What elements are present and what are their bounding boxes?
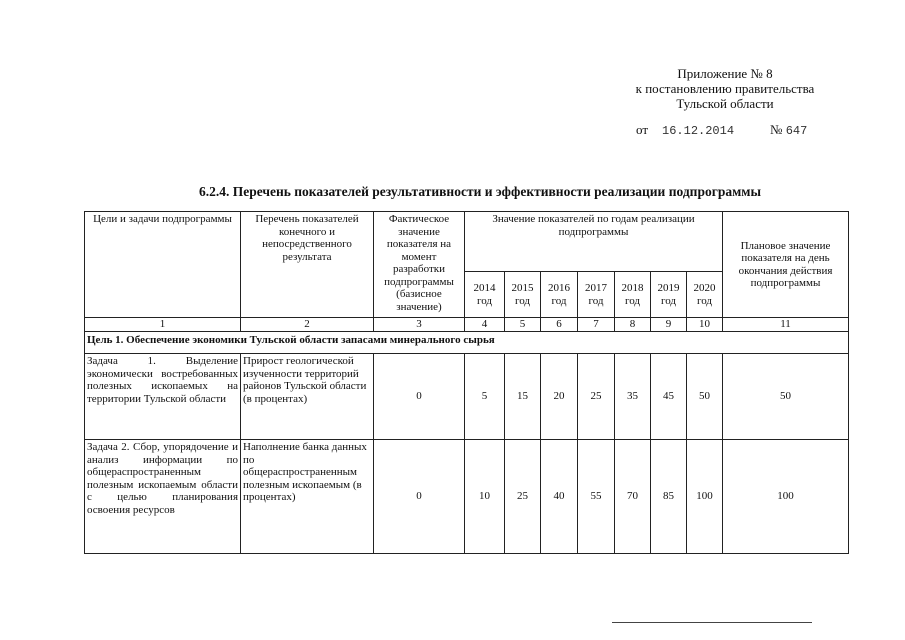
column-number: 1: [85, 318, 241, 332]
header-year-2015: 2015 год: [505, 272, 541, 318]
header-year-2019: 2019 год: [651, 272, 687, 318]
value-2019: 85: [651, 440, 687, 554]
column-number: 4: [465, 318, 505, 332]
column-number-row: [85, 318, 849, 332]
goal-1: Цель 1. Обеспечение экономики Тульской области запасами минерального сырья: [85, 332, 849, 354]
header-year-2016: 2016 год: [541, 272, 578, 318]
header-planned-value: Плановое значение показателя на день окончания действия подпрограммы: [723, 212, 849, 318]
header-goals: Цели и задачи подпрограммы: [85, 212, 241, 318]
footer-rule: [612, 622, 812, 623]
indicator-2: Наполнение банка данных по общераспространенным полезным ископаемым (в процентах): [241, 440, 374, 554]
table-row: [85, 440, 849, 554]
value-2017: 55: [578, 440, 615, 554]
planned-value-2: 100: [723, 440, 849, 554]
value-2014: 10: [465, 440, 505, 554]
header-year-2017: 2017 год: [578, 272, 615, 318]
indicators-table: [84, 211, 849, 554]
appendix-block: [560, 66, 890, 111]
task-1: Задача 1. Выделение экономически востребованных полезных ископаемых на территории Тульской области: [85, 354, 241, 440]
column-number: 3: [374, 318, 465, 332]
value-2014: 5: [465, 354, 505, 440]
decree-date: 16.12.2014: [662, 124, 735, 138]
decree-line: [636, 122, 807, 138]
value-2015: 25: [505, 440, 541, 554]
value-2016: 40: [541, 440, 578, 554]
appendix-line-1: Приложение № 8: [677, 66, 773, 81]
value-2015: 15: [505, 354, 541, 440]
column-number: 8: [615, 318, 651, 332]
value-2016: 20: [541, 354, 578, 440]
header-year-2014: 2014 год: [465, 272, 505, 318]
value-2018: 35: [615, 354, 651, 440]
column-number: 2: [241, 318, 374, 332]
base-value-1: 0: [374, 354, 465, 440]
appendix-line-2: к постановлению правительства: [635, 81, 815, 96]
appendix-line-3: Тульской области: [676, 96, 774, 111]
header-row-1: [85, 212, 849, 272]
document-title: 6.2.4. Перечень показателей результативности и эффективности реализации подпрограммы: [198, 184, 762, 199]
indicator-1: Прирост геологической изученности территорий районов Тульской области (в процентах): [241, 354, 374, 440]
column-number: 6: [541, 318, 578, 332]
header-actual-value: Фактическое значение показателя на момент разработки подпрограммы (базисное значение): [374, 212, 465, 318]
goal-row: [85, 332, 849, 354]
value-2017: 25: [578, 354, 615, 440]
column-number: 7: [578, 318, 615, 332]
header-year-2018: 2018 год: [615, 272, 651, 318]
decree-number: 647: [785, 124, 808, 138]
table-row: [85, 354, 849, 440]
number-prefix: №: [770, 122, 783, 137]
column-number: 11: [723, 318, 849, 332]
value-2020: 100: [687, 440, 723, 554]
value-2020: 50: [687, 354, 723, 440]
value-2018: 70: [615, 440, 651, 554]
header-years-group: Значение показателей по годам реализации подпрограммы: [465, 212, 723, 272]
value-2019: 45: [651, 354, 687, 440]
column-number: 10: [687, 318, 723, 332]
column-number: 5: [505, 318, 541, 332]
base-value-2: 0: [374, 440, 465, 554]
date-prefix: от: [636, 122, 649, 137]
task-2: Задача 2. Сбор, упорядочение и анализ информации по общераспространенным полезным ископаемым области с целью планирования освоения ресурсов: [85, 440, 241, 554]
planned-value-1: 50: [723, 354, 849, 440]
header-indicators: Перечень показателей конечного и непосредственного результата: [241, 212, 374, 318]
header-year-2020: 2020 год: [687, 272, 723, 318]
column-number: 9: [651, 318, 687, 332]
